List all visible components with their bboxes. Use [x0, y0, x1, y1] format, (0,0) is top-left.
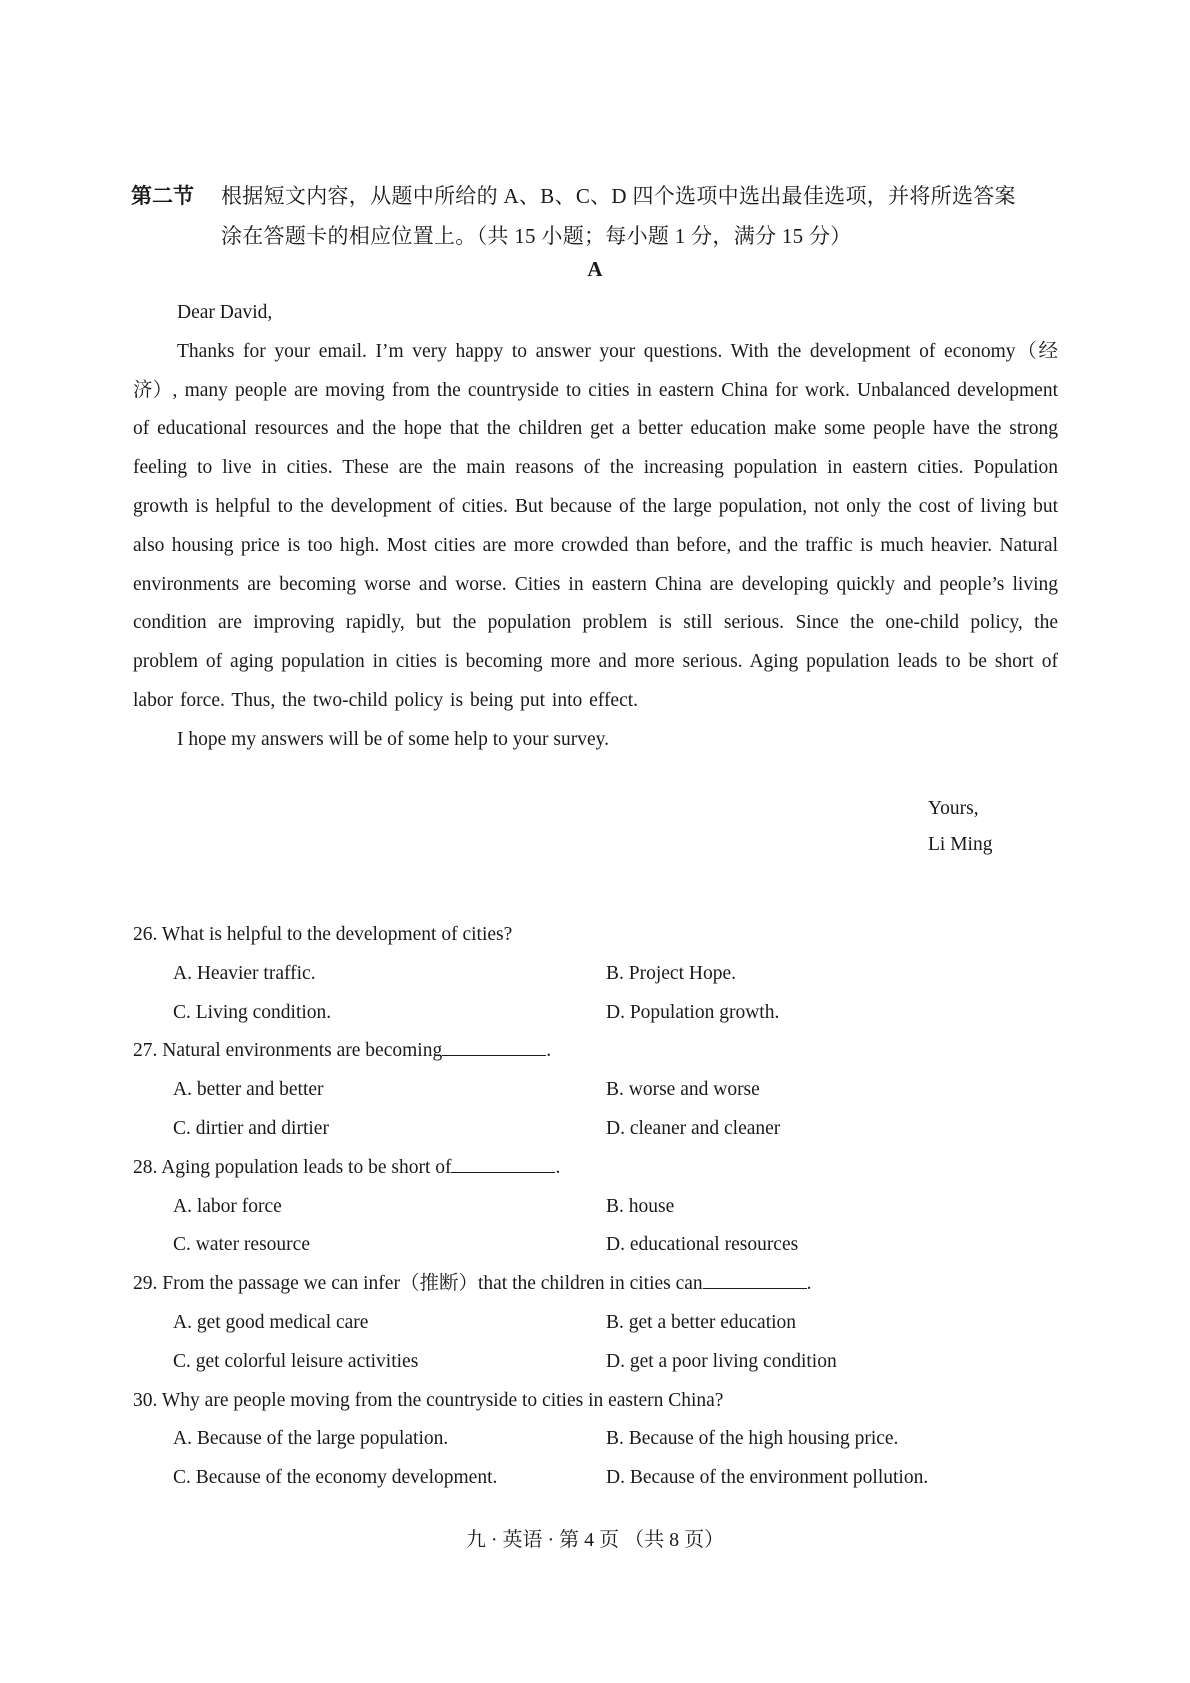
option-d: D. Because of the environment pollution. [606, 1467, 929, 1489]
option-d: D. Population growth. [606, 1001, 780, 1023]
option-c: C. water resource [173, 1234, 310, 1256]
option-grid [173, 1304, 1063, 1382]
option-grid [173, 1071, 1063, 1149]
letter-salutation: Dear David, [177, 302, 273, 323]
option-grid [173, 1188, 1063, 1266]
option-c: C. dirtier and dirtier [173, 1117, 329, 1139]
question-text-end: . [546, 1040, 552, 1062]
question-stem [133, 1382, 1063, 1421]
option-b: B. Because of the high housing price. [606, 1428, 899, 1450]
section-instruction-line2: 涂在答题卡的相应位置上。（共 15 小题；每小题 1 分，满分 15 分） [221, 224, 852, 248]
question-item [133, 1149, 1063, 1265]
option-c: C. get colorful leisure activities [173, 1350, 419, 1372]
option-a: A. better and better [173, 1079, 324, 1101]
question-text: What is helpful to the development of cities? [161, 924, 513, 945]
option-a: A. get good medical care [173, 1311, 369, 1333]
question-stem [133, 916, 1063, 955]
question-text-end: . [806, 1273, 812, 1295]
question-text: From the passage we can infer（推断）that the children in cities can [162, 1273, 703, 1295]
option-d: D. educational resources [606, 1234, 799, 1256]
question-text: Natural environments are becoming [162, 1040, 443, 1062]
question-number: 30. [133, 1389, 158, 1411]
question-stem [133, 1149, 1063, 1188]
option-a: A. Because of the large population. [173, 1428, 449, 1450]
letter-body: Thanks for your email. I’m very happy to answer your questions. With the development of economy（经济）, many people are moving from the countryside to cities in eastern China for work. Unbalanced development of educational resources and the hope that the children get a better education make some people have the strong feeling to live in cities. These are the main reasons of the increasing population in eastern cities. Population growth is helpful to the development of cities. But because of the large population, not only the cost of living but also housing price is too high. Most cities are more crowded than before, and the traffic is much heavier. Natural environments are becoming worse and worse. Cities in eastern China are developing quickly and people’s living condition are improving rapidly, but the population problem is still serious. Since the one-child policy, the problem of aging population in cities is becoming more and more serious. Aging population leads to be short of labor force. Thus, the two-child policy is being put into effect. [133, 340, 1058, 711]
option-c: C. Because of the economy development. [173, 1467, 498, 1489]
question-item [133, 1382, 1063, 1498]
passage-title: A [587, 257, 603, 281]
letter-signature: Li Ming [928, 834, 993, 855]
question-item [133, 916, 1063, 1032]
option-grid [173, 955, 1063, 1033]
answer-blank [442, 1038, 546, 1056]
question-item [133, 1265, 1063, 1381]
option-a: A. labor force [173, 1195, 282, 1217]
question-number: 27. [133, 1040, 158, 1062]
question-number: 28. [133, 1156, 158, 1178]
section-instruction-line1: 根据短文内容，从题中所给的 A、B、C、D 四个选项中选出最佳选项，并将所选答案 [221, 184, 1016, 208]
answer-blank [703, 1271, 807, 1289]
question-number: 29. [133, 1273, 158, 1295]
question-stem [133, 1032, 1063, 1071]
option-d: D. cleaner and cleaner [606, 1117, 781, 1139]
section-label: 第二节 [131, 184, 194, 208]
letter-passage [133, 294, 1058, 760]
letter-closing-line: I hope my answers will be of some help to your survey. [177, 728, 609, 750]
option-b: B. worse and worse [606, 1079, 760, 1101]
option-b: B. Project Hope. [606, 962, 736, 984]
option-b: B. get a better education [606, 1311, 797, 1333]
option-b: B. house [606, 1195, 675, 1217]
question-item [133, 1032, 1063, 1148]
question-text: Aging population leads to be short of [161, 1156, 452, 1178]
question-number: 26. [133, 924, 158, 945]
letter-sign-off: Yours, [928, 798, 979, 819]
option-d: D. get a poor living condition [606, 1350, 837, 1372]
option-grid [173, 1420, 1063, 1498]
question-text-end: . [555, 1156, 561, 1178]
question-text: Why are people moving from the countryside to cities in eastern China? [161, 1389, 724, 1411]
page-footer: 九 · 英语 · 第 4 页 （共 8 页） [465, 1529, 725, 1551]
section-header [131, 176, 1061, 256]
question-stem [133, 1265, 1063, 1304]
answer-blank [451, 1155, 555, 1173]
option-c: C. Living condition. [173, 1001, 332, 1023]
option-a: A. Heavier traffic. [173, 962, 316, 984]
question-list [133, 916, 1063, 1498]
